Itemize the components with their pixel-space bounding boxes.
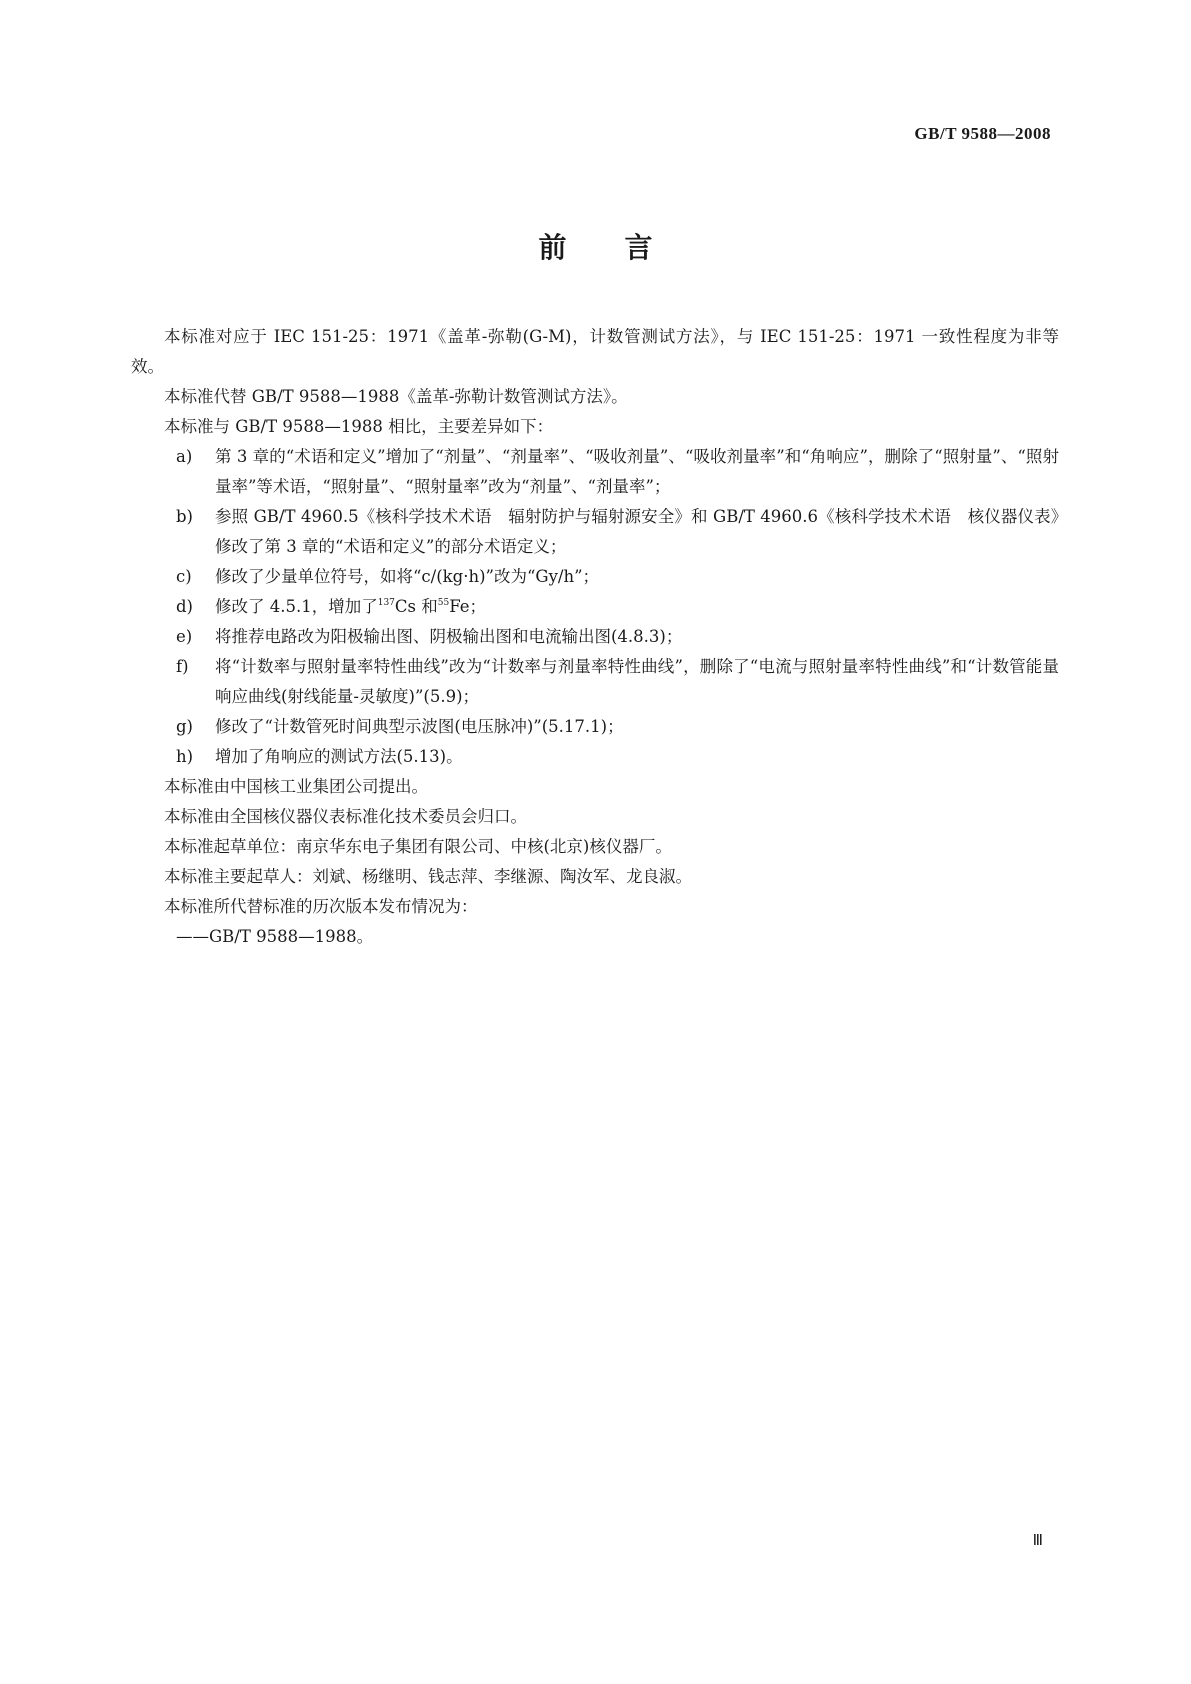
list-marker: f)	[176, 657, 189, 676]
list-marker: d)	[176, 597, 193, 616]
list-item-g	[131, 712, 1059, 742]
paragraph-drafting-units: 本标准起草单位：南京华东电子集团有限公司、中核(北京)核仪器厂。	[164, 837, 672, 856]
list-marker: h)	[176, 747, 194, 766]
list-item-c	[131, 562, 1059, 592]
list-item-d	[131, 592, 1059, 622]
list-item-a	[131, 442, 1059, 502]
paragraph-differences-intro: 本标准与 GB/T 9588—1988 相比，主要差异如下：	[164, 417, 554, 436]
list-marker: c)	[176, 567, 192, 586]
standard-number: GB/T 9588—2008	[914, 124, 1051, 143]
page-number: Ⅲ	[1032, 1533, 1043, 1549]
list-marker: b)	[176, 507, 193, 526]
paragraph-proposed-by: 本标准由中国核工业集团公司提出。	[164, 777, 428, 796]
paragraph-version-history: 本标准所代替标准的历次版本发布情况为：	[164, 897, 478, 916]
list-item-text: 将“计数率与照射量率特性曲线”改为“计数率与剂量率特性曲线”，删除了“电流与照射量率特性曲线”和“计数管能量响应曲线(射线能量-灵敏度)”(5.9)；	[215, 657, 1059, 706]
list-marker: g)	[176, 717, 193, 736]
paragraph-replaces: 本标准代替 GB/T 9588—1988《盖革-弥勒计数管测试方法》。	[164, 387, 628, 406]
list-item-text: 增加了角响应的测试方法(5.13)。	[215, 747, 463, 766]
previous-version-entry: ——GB/T 9588—1988。	[176, 927, 374, 946]
title-char-1: 前	[538, 231, 567, 264]
list-item-h	[131, 742, 1059, 772]
document-body	[131, 322, 1059, 952]
paragraph-under-jurisdiction: 本标准由全国核仪器仪表标准化技术委员会归口。	[164, 807, 527, 826]
isotope-mass-55: 55	[437, 598, 450, 608]
list-item-b	[131, 502, 1059, 562]
list-item-text: 第 3 章的“术语和定义”增加了“剂量”、“剂量率”、“吸收剂量”、“吸收剂量率”和“角响应”，删除了“照射量”、“照射量率”等术语，“照射量”、“照射量率”改为“剂量”、“剂量率”；	[215, 447, 1059, 496]
list-marker: e)	[176, 627, 193, 646]
isotope-mass-137: 137	[377, 598, 395, 608]
list-item-text: 修改了少量单位符号，如将“c/(kg·h)”改为“Gy/h”；	[215, 567, 600, 586]
list-item-e	[131, 622, 1059, 652]
list-item-text-post: Fe；	[449, 597, 487, 616]
title-char-2: 言	[624, 231, 653, 264]
list-item-text-pre: 修改了 4.5.1，增加了	[215, 597, 378, 616]
list-marker: a)	[176, 447, 193, 466]
list-item-text: 参照 GB/T 4960.5《核科学技术术语 辐射防护与辐射源安全》和 GB/T 4960.6《核科学技术术语 核仪器仪表》修改了第 3 章的“术语和定义”的部分术语定义；	[215, 507, 1059, 556]
list-item-f	[131, 652, 1059, 712]
list-item-text-mid: Cs 和	[394, 597, 438, 616]
list-item-text: 修改了“计数管死时间典型示波图(电压脉冲)”(5.17.1)；	[215, 717, 624, 736]
list-item-text: 将推荐电路改为阳极输出图、阴极输出图和电流输出图(4.8.3)；	[215, 627, 683, 646]
paragraph-drafters: 本标准主要起草人：刘斌、杨继明、钱志萍、李继源、陶汝军、龙良淑。	[164, 867, 692, 886]
page-title	[0, 226, 1191, 266]
paragraph-correspondence: 本标准对应于 IEC 151-25：1971《盖革-弥勒(G-M)，计数管测试方法》，与 IEC 151-25：1971 一致性程度为非等效。	[131, 327, 1059, 376]
